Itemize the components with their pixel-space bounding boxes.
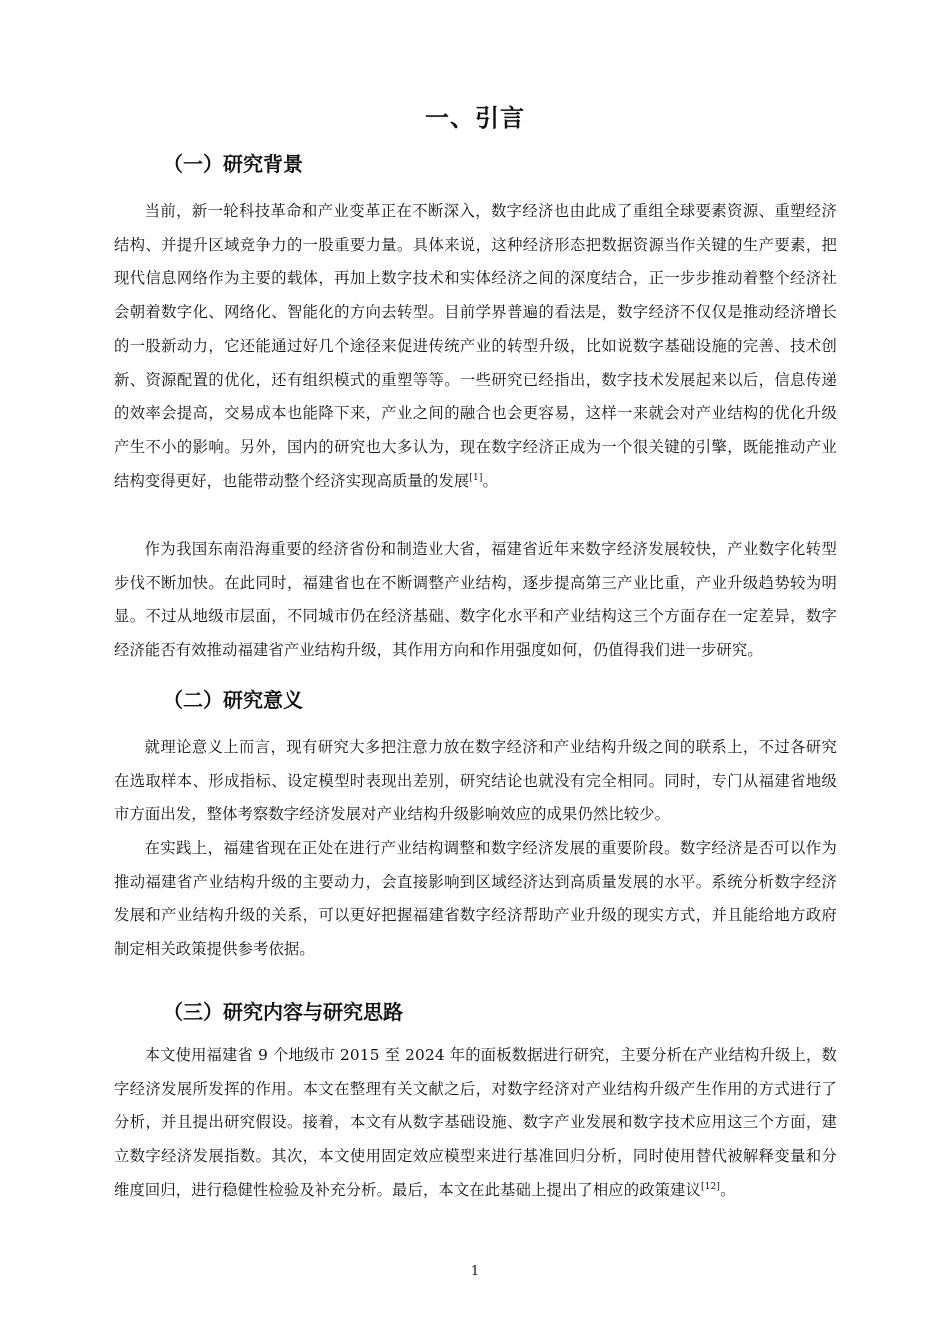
page-number: 1 — [470, 1264, 480, 1279]
citation: [12] — [700, 1181, 721, 1192]
paragraph-end: 。 — [720, 1180, 736, 1199]
paragraph-significance-2 — [114, 832, 837, 967]
chapter-title: 一、引言 — [425, 104, 525, 132]
paragraph-background-1 — [114, 195, 837, 498]
paragraph-end: 。 — [482, 471, 498, 490]
section-title-significance: （二）研究意义 — [163, 688, 303, 712]
section-title-background: （一）研究背景 — [163, 152, 303, 176]
paragraph-content-1 — [114, 1039, 837, 1208]
paragraph-text: 作为我国东南沿海重要的经济省份和制造业大省，福建省近年来数字经济发展较快，产业数字化转型步伐不断加快。在此同时，福建省也在不断调整产业结构，逐步提高第三产业比重，产业升级趋势较为明显。不过从地级市层面，不同城市仍在经济基础、数字化水平和产业结构这三个方面存在一定差异，数字经济能否有效推动福建省产业结构升级，其作用方向和作用强度如何，仍值得我们进一步研究。 — [114, 540, 837, 660]
section-title-content: （三）研究内容与研究思路 — [163, 1000, 403, 1024]
paragraph-significance-1 — [114, 731, 837, 832]
paragraph-text: 本文使用福建省 9 个地级市 2015 至 2024 年的面板数据进行研究，主要分析在产业结构升级上，数字经济发展所发挥的作用。本文在整理有关文献之后，对数字经济对产业结构升级产生作用的方式进行了分析，并且提出研究假设。接着，本文有从数字基础设施、数字产业发展和数字技术应用这三个方面，建立数字经济发展指数。其次，本文使用固定效应模型来进行基准回归分析，同时使用替代被解释变量和分维度回归，进行稳健性检验及补充分析。最后，本文在此基础上提出了相应的政策建议 — [114, 1046, 837, 1199]
paragraph-background-2 — [114, 533, 837, 668]
citation: [1] — [469, 472, 483, 483]
paragraph-text: 当前，新一轮科技革命和产业变革正在不断深入，数字经济也由此成了重组全球要素资源、重塑经济结构、并提升区域竞争力的一股重要力量。具体来说，这种经济形态把数据资源当作关键的生产要素，把现代信息网络作为主要的载体，再加上数字技术和实体经济之间的深度结合，正一步步推动着整个经济社会朝着数字化、网络化、智能化的方向去转型。目前学界普遍的看法是，数字经济不仅仅是推动经济增长的一股新动力，它还能通过好几个途径来促进传统产业的转型升级，比如说数字基础设施的完善、技术创新、资源配置的优化，还有组织模式的重塑等等。一些研究已经指出，数字技术发展起来以后，信息传递的效率会提高，交易成本也能降下来，产业之间的融合也会更容易，这样一来就会对产业结构的优化升级产生不小的影响。另外，国内的研究也大多认为，现在数字经济正成为一个很关键的引擎，既能推动产业结构变得更好，也能带动整个经济实现高质量的发展 — [114, 202, 837, 490]
paragraph-text: 在实践上，福建省现在正处在进行产业结构调整和数字经济发展的重要阶段。数字经济是否可以作为推动福建省产业结构升级的主要动力，会直接影响到区域经济达到高质量发展的水平。系统分析数字经济发展和产业结构升级的关系，可以更好把握福建省数字经济帮助产业升级的现实方式，并且能给地方政府制定相关政策提供参考依据。 — [114, 839, 837, 959]
paragraph-text: 就理论意义上而言，现有研究大多把注意力放在数字经济和产业结构升级之间的联系上，不过各研究在选取样本、形成指标、设定模型时表现出差别，研究结论也就没有完全相同。同时，专门从福建省地级市方面出发，整体考察数字经济发展对产业结构升级影响效应的成果仍然比较少。 — [114, 738, 837, 824]
